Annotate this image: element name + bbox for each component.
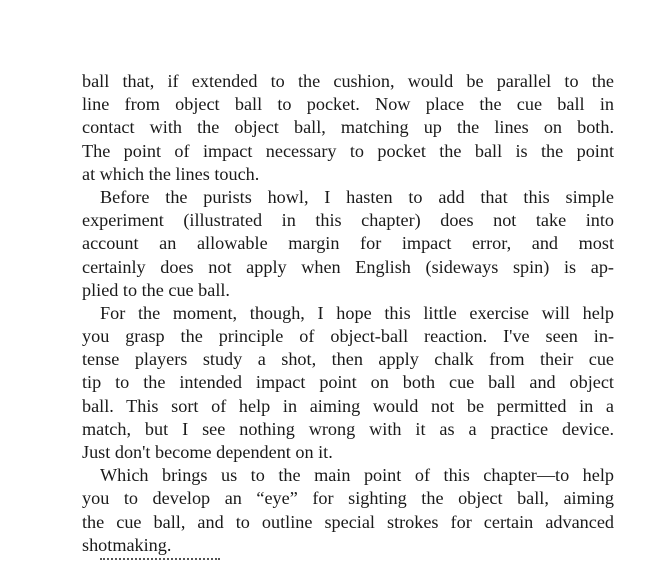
text-line: experiment (illustrated in this chapter) does not take into: [82, 210, 614, 231]
text-line: ball. This sort of help in aiming would not be permitted in a: [82, 395, 614, 416]
text-line: ball that, if extended to the cushion, would be parallel to the: [82, 71, 614, 91]
cropped-next-line: [100, 553, 280, 562]
paragraph-3: [82, 302, 614, 464]
text-line: match, but I see nothing wrong with it as a practice device.: [82, 418, 614, 439]
text-line: For the moment, though, I hope this little exercise will help: [100, 302, 614, 323]
text-line: certainly does not apply when English (sideways spin) is ap-: [82, 256, 614, 277]
text-line: tense players study a shot, then apply chalk from their cue: [82, 349, 614, 370]
text-line: The point of impact necessary to pocket the ball is the point: [82, 140, 614, 161]
text-line: the cue ball, and to outline special strokes for certain advanced: [82, 511, 614, 532]
text-line: Just don't become dependent on it.: [82, 442, 333, 463]
text-line: line from object ball to pocket. Now place the cue ball in: [82, 94, 614, 115]
text-line: at which the lines touch.: [82, 163, 260, 184]
text-line: Which brings us to the main point of this chapter—to help: [100, 465, 614, 486]
paragraph-4: [82, 464, 614, 557]
text-line: you grasp the principle of object-ball reaction. I've seen in-: [82, 326, 614, 347]
text-line: you to develop an “eye” for sighting the object ball, aiming: [82, 488, 614, 509]
text-line: tip to the intended impact point on both cue ball and object: [82, 372, 614, 393]
text-line: Before the purists howl, I hasten to add that this simple: [100, 186, 614, 207]
text-line: plied to the cue ball.: [82, 279, 230, 300]
text-line: shotmaking.: [82, 534, 172, 555]
text-line: account an allowable margin for impact error, and most: [82, 233, 614, 254]
body-text: [82, 70, 614, 557]
paragraph-2: [82, 186, 614, 302]
paragraph-1: [82, 70, 614, 186]
text-line: contact with the object ball, matching up the lines on both.: [82, 117, 614, 138]
